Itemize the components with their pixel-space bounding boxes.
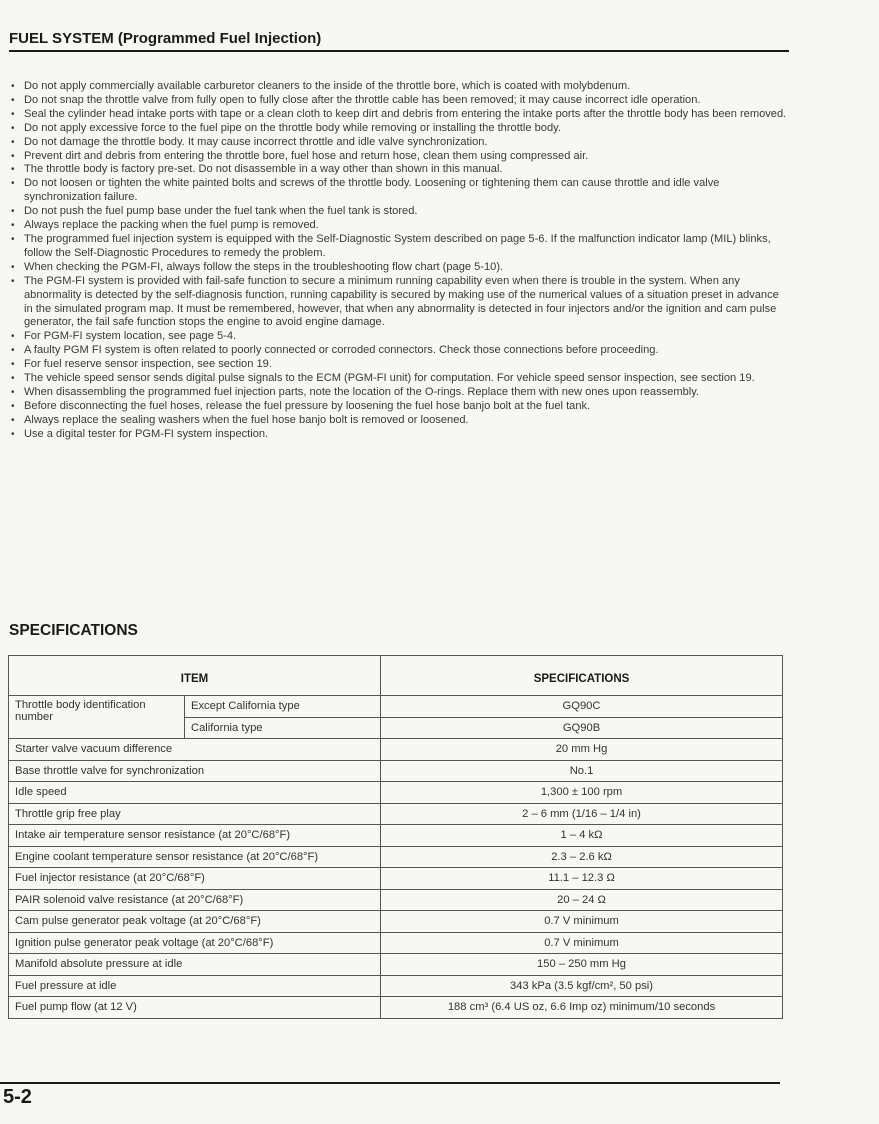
note-item: • For PGM-FI system location, see page 5-4. xyxy=(10,330,790,344)
table-row xyxy=(9,975,783,997)
section-title: FUEL SYSTEM xyxy=(9,30,114,47)
note-item: • The vehicle speed sensor sends digital pulse signals to the ECM (PGM-FI unit) for computation. For vehicle speed sensor inspection, see section 19. xyxy=(10,372,790,386)
note-item: • Do not apply commercially available carburetor cleaners to the inside of the throttle bore, which is coated with molybdenum. xyxy=(10,80,790,94)
spec-value: 150 – 250 mm Hg xyxy=(381,954,783,976)
table-header-row xyxy=(9,656,783,696)
note-item: • A faulty PGM FI system is often related to poorly connected or corroded connectors. Check those connections before proceeding. xyxy=(10,344,790,358)
table-row xyxy=(9,932,783,954)
spec-item: Cam pulse generator peak voltage (at 20°C/68°F) xyxy=(9,911,381,933)
note-item: • Use a digital tester for PGM-FI system inspection. xyxy=(10,428,790,442)
service-notes-list xyxy=(10,80,790,442)
spec-item: Fuel pressure at idle xyxy=(9,975,381,997)
note-item: • Seal the cylinder head intake ports with tape or a clean cloth to keep dirt and debris from entering the intake ports after the throttle body has been removed. xyxy=(10,108,790,122)
footer-divider xyxy=(0,1082,780,1084)
note-item: • When checking the PGM-FI, always follow the steps in the troubleshooting flow chart (page 5-10). xyxy=(10,261,790,275)
note-item: • Always replace the packing when the fuel pump is removed. xyxy=(10,219,790,233)
throttle-body-except-california: Except California type xyxy=(185,696,381,718)
spec-value: 20 mm Hg xyxy=(381,739,783,761)
table-row xyxy=(9,868,783,890)
spec-value: 1,300 ± 100 rpm xyxy=(381,782,783,804)
table-row xyxy=(9,696,783,718)
spec-value: 11.1 – 12.3 Ω xyxy=(381,868,783,890)
spec-value: 0.7 V minimum xyxy=(381,911,783,933)
spec-item: PAIR solenoid valve resistance (at 20°C/68°F) xyxy=(9,889,381,911)
spec-value: 2 – 6 mm (1/16 – 1/4 in) xyxy=(381,803,783,825)
spec-item: Fuel injector resistance (at 20°C/68°F) xyxy=(9,868,381,890)
spec-item: Starter valve vacuum difference xyxy=(9,739,381,761)
note-item: • Always replace the sealing washers when the fuel hose banjo bolt is removed or loosened. xyxy=(10,414,790,428)
table-row xyxy=(9,954,783,976)
table-row xyxy=(9,846,783,868)
spec-value: 20 – 24 Ω xyxy=(381,889,783,911)
note-item: • For fuel reserve sensor inspection, see section 19. xyxy=(10,358,790,372)
specifications-table xyxy=(8,655,783,1019)
table-row xyxy=(9,997,783,1019)
note-item: • The throttle body is factory pre-set. Do not disassemble in a way other than shown in this manual. xyxy=(10,163,790,177)
note-item: • Do not push the fuel pump base under the fuel tank when the fuel tank is stored. xyxy=(10,205,790,219)
spec-column-header: SPECIFICATIONS xyxy=(381,656,783,696)
spec-value: 188 cm³ (6.4 US oz, 6.6 Imp oz) minimum/10 seconds xyxy=(381,997,783,1019)
section-subtitle: (Programmed Fuel Injection) xyxy=(117,30,322,47)
note-item: • The PGM-FI system is provided with fail-safe function to secure a minimum running capability even when there is trouble in the system. When any abnormality is detected by the self-diagnosis function, running capability is secured by making use of the numerical values of a situation preset in advance in the simulated program map. It must be remembered, however, that when any abnormality is detected in four injectors and/or the ignition and cam pulse generator, the fail safe function stops the engine to avoid engine damage. xyxy=(10,275,790,331)
spec-item: Intake air temperature sensor resistance (at 20°C/68°F) xyxy=(9,825,381,847)
spec-value: 0.7 V minimum xyxy=(381,932,783,954)
throttle-body-california-value: GQ90B xyxy=(381,717,783,739)
note-item: • When disassembling the programmed fuel injection parts, note the location of the O-rings. Replace them with new ones upon reassembly. xyxy=(10,386,790,400)
table-row xyxy=(9,803,783,825)
table-row xyxy=(9,760,783,782)
spec-value: No.1 xyxy=(381,760,783,782)
table-row xyxy=(9,889,783,911)
spec-value: 1 – 4 kΩ xyxy=(381,825,783,847)
note-item: • Do not loosen or tighten the white painted bolts and screws of the throttle body. Loosening or tightening them can cause throttle and idle valve synchronization failure. xyxy=(10,177,790,205)
spec-item: Throttle grip free play xyxy=(9,803,381,825)
spec-value: 2.3 – 2.6 kΩ xyxy=(381,846,783,868)
table-row xyxy=(9,825,783,847)
note-item: • Do not apply excessive force to the fuel pipe on the throttle body while removing or installing the throttle body. xyxy=(10,122,790,136)
note-item: • Do not damage the throttle body. It may cause incorrect throttle and idle valve synchronization. xyxy=(10,136,790,150)
spec-value: 343 kPa (3.5 kgf/cm², 50 psi) xyxy=(381,975,783,997)
throttle-body-except-california-value: GQ90C xyxy=(381,696,783,718)
spec-item: Ignition pulse generator peak voltage (at 20°C/68°F) xyxy=(9,932,381,954)
spec-item: Engine coolant temperature sensor resistance (at 20°C/68°F) xyxy=(9,846,381,868)
page-number: 5-2 xyxy=(3,1086,32,1108)
table-row xyxy=(9,782,783,804)
note-item: • Do not snap the throttle valve from fully open to fully close after the throttle cable has been removed; it may cause incorrect idle operation. xyxy=(10,94,790,108)
item-column-header: ITEM xyxy=(9,656,381,696)
throttle-body-california: California type xyxy=(185,717,381,739)
note-item: • Before disconnecting the fuel hoses, release the fuel pressure by loosening the fuel hose banjo bolt at the fuel tank. xyxy=(10,400,790,414)
table-row xyxy=(9,911,783,933)
note-item: • Prevent dirt and debris from entering the throttle bore, fuel hose and return hose, clean them using compressed air. xyxy=(10,150,790,164)
specifications-heading: SPECIFICATIONS xyxy=(9,622,138,639)
table-row xyxy=(9,739,783,761)
spec-item: Idle speed xyxy=(9,782,381,804)
note-item: • The programmed fuel injection system is equipped with the Self-Diagnostic System described on page 5-6. If the malfunction indicator lamp (MIL) blinks, follow the Self-Diagnostic Procedures to remedy the problem. xyxy=(10,233,790,261)
page-header xyxy=(9,30,789,52)
spec-item: Base throttle valve for synchronization xyxy=(9,760,381,782)
throttle-body-id-label: Throttle body identification number xyxy=(9,696,185,739)
spec-item: Fuel pump flow (at 12 V) xyxy=(9,997,381,1019)
spec-item: Manifold absolute pressure at idle xyxy=(9,954,381,976)
